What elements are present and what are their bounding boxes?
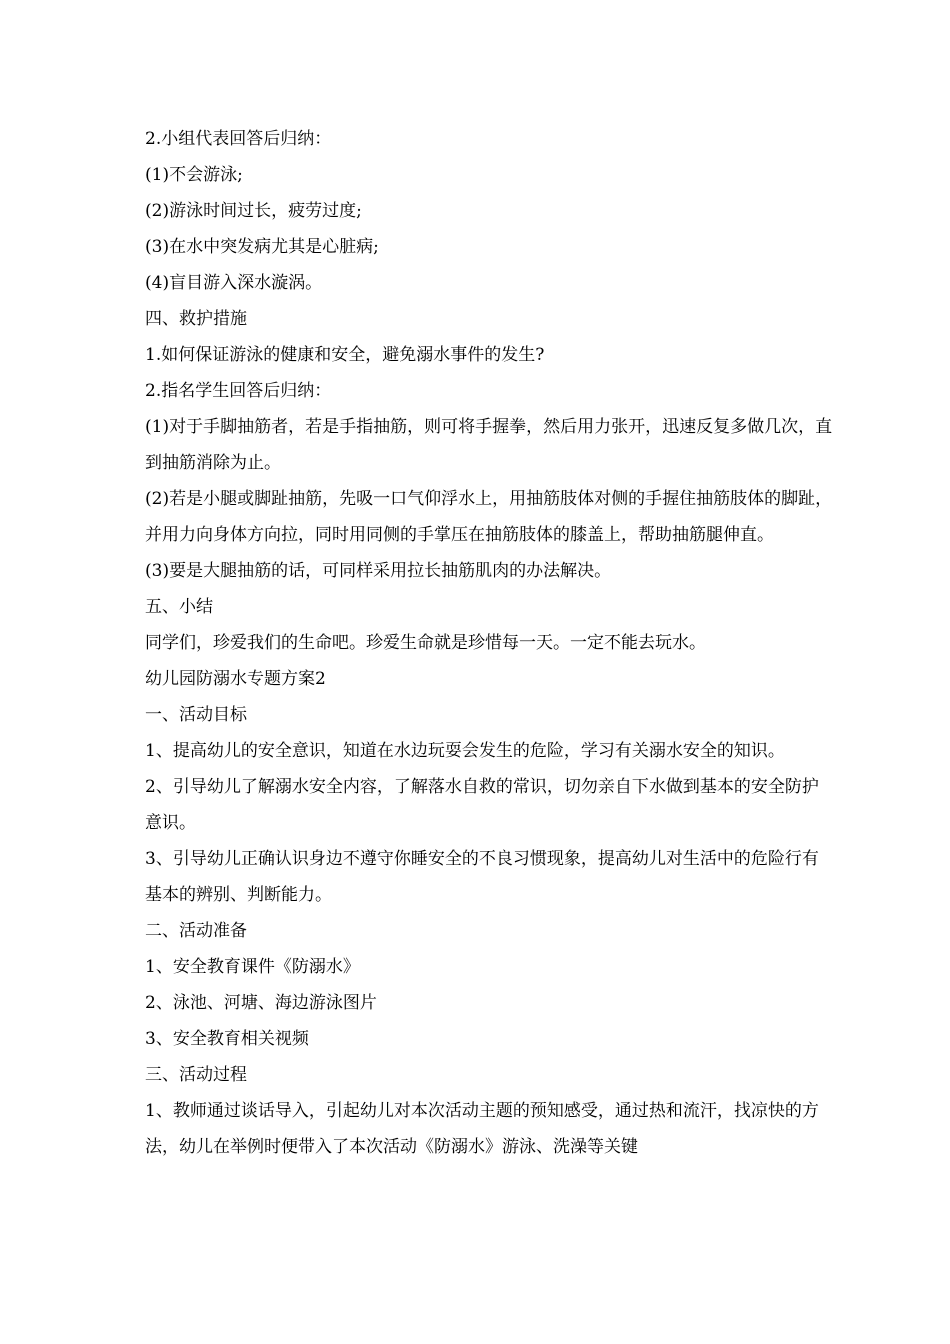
section-heading-rescue: 四、救护措施 — [145, 309, 247, 329]
paragraph-process-1: 1、教师通过谈话导入，引起幼儿对本次活动主题的预知感受，通过热和流汗，找凉快的方法，幼儿在举例时便带入了本次活动《防溺水》游泳、洗澡等关键 — [145, 1101, 819, 1157]
paragraph-rescue-1: (1)对于手脚抽筋者，若是手指抽筋，则可将手握拳，然后用力张开，迅速反复多做几次，直到抽筋消除为止。 — [145, 417, 833, 473]
paragraph-prep-2: 2、泳池、河塘、海边游泳图片 — [145, 993, 377, 1013]
paragraph-rescue-summary: 2.指名学生回答后归纳： — [145, 381, 332, 401]
paragraph-cause-4: (4)盲目游入深水漩涡。 — [145, 273, 323, 293]
paragraph-summary-text: 同学们，珍爱我们的生命吧。珍爱生命就是珍惜每一天。一定不能去玩水。 — [145, 633, 706, 653]
document-title-plan-2: 幼儿园防溺水专题方案2 — [145, 669, 326, 689]
paragraph-prep-1: 1、安全教育课件《防溺水》 — [145, 957, 360, 977]
paragraph-goal-3: 3、引导幼儿正确认识身边不遵守你睡安全的不良习惯现象，提高幼儿对生活中的危险行有基本的辨别、判断能力。 — [145, 849, 819, 905]
section-heading-summary: 五、小结 — [145, 597, 213, 617]
section-heading-process: 三、活动过程 — [145, 1065, 247, 1085]
document-page — [145, 121, 835, 1165]
paragraph-rescue-3: (3)要是大腿抽筋的话，可同样采用拉长抽筋肌肉的办法解决。 — [145, 561, 612, 581]
paragraph-cause-3: (3)在水中突发病尤其是心脏病; — [145, 237, 379, 257]
paragraph-prep-3: 3、安全教育相关视频 — [145, 1029, 309, 1049]
section-heading-preparation: 二、活动准备 — [145, 921, 247, 941]
paragraph-cause-2: (2)游泳时间过长，疲劳过度; — [145, 201, 362, 221]
section-heading-goals: 一、活动目标 — [145, 705, 247, 725]
paragraph-goal-1: 1、提高幼儿的安全意识，知道在水边玩耍会发生的危险，学习有关溺水安全的知识。 — [145, 741, 785, 761]
paragraph-rescue-question: 1.如何保证游泳的健康和安全，避免溺水事件的发生? — [145, 345, 545, 365]
paragraph-rescue-2: (2)若是小腿或脚趾抽筋，先吸一口气仰浮水上，用抽筋肢体对侧的手握住抽筋肢体的脚趾，并用力向身体方向拉，同时用同侧的手掌压在抽筋肢体的膝盖上，帮助抽筋腿伸直。 — [145, 489, 833, 545]
paragraph-summary-intro: 2.小组代表回答后归纳： — [145, 129, 332, 149]
paragraph-cause-1: (1)不会游泳; — [145, 165, 243, 185]
paragraph-goal-2: 2、引导幼儿了解溺水安全内容，了解落水自救的常识，切勿亲自下水做到基本的安全防护意识。 — [145, 777, 819, 833]
